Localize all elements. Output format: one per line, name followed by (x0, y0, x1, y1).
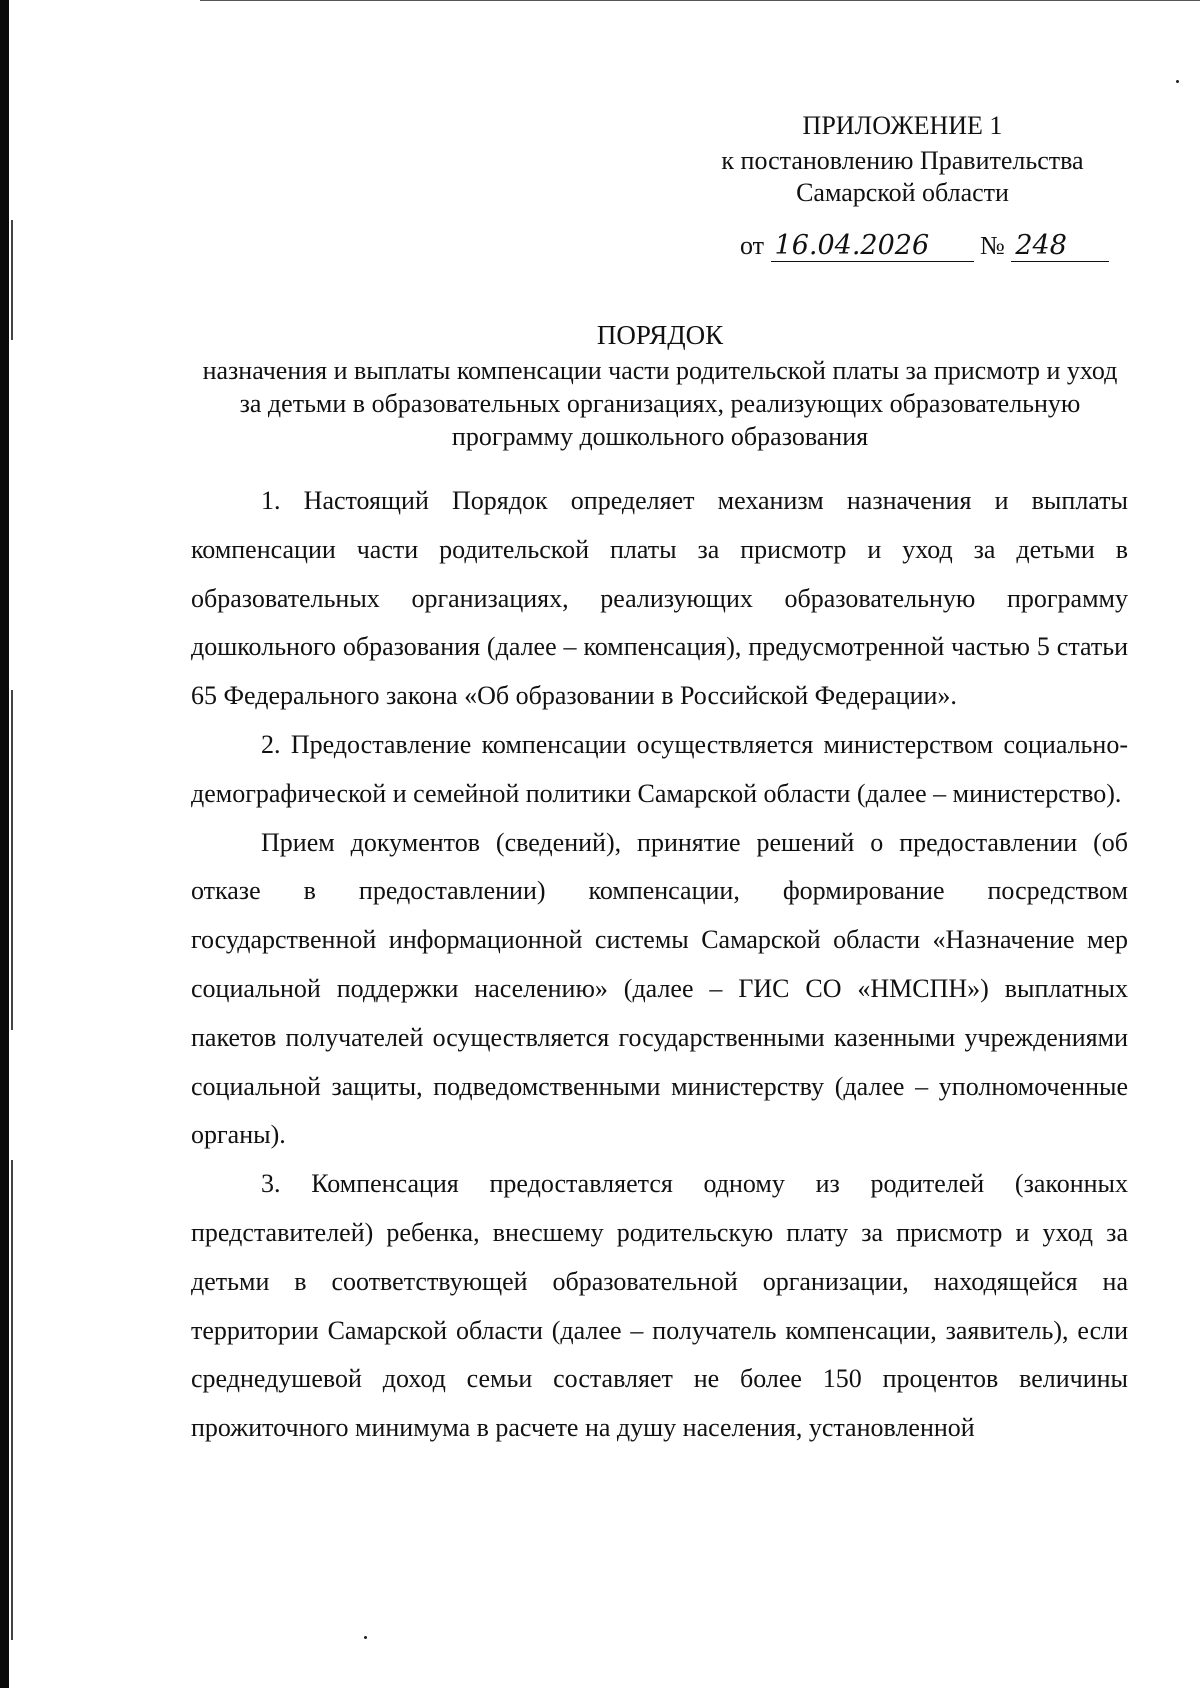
date-number-line (740, 228, 1180, 264)
number-sign: № (980, 231, 1005, 260)
scan-top-rule (200, 0, 1200, 1)
paragraph-1: 1. Настоящий Порядок определяет механизм назначения и выплаты компенсации части родительской платы за присмотр и уход за детьми в образовательных организациях, реализующих образовательную программу дошкольного образования (далее – компенсация), предусмотренной частью 5 статьи 65 Федерального закона «Об образовании в Российской Федерации». (191, 486, 1128, 711)
paragraph-4: 3. Компенсация предоставляется одному из родителей (законных представителей) ребенка, внесшему родительскую плату за присмотр и уход за детьми в соответствующей образовательной организации, находящейся на территории Самарской области (далее – получатель компенсации, заявитель), если среднедушевой доход семьи составляет не более 150 процентов величины прожиточного минимума в расчете на душу населения, установленной (191, 1169, 1128, 1443)
handwritten-number: 248 (1011, 231, 1109, 262)
appendix-line-2: Самарской области (796, 178, 1009, 207)
document-subtitle: назначения и выплаты компенсации части родительской платы за присмотр и уход за детьми в образовательных организациях, реализующих образовательную программу дошкольного образования (202, 356, 1118, 451)
scan-edge-line (11, 220, 13, 340)
scan-speck (364, 1636, 367, 1639)
handwritten-date: 16.04.2026 (771, 231, 974, 262)
scan-edge-artifact (0, 0, 9, 1688)
scan-edge-line (11, 690, 13, 1030)
paragraph-2: 2. Предоставление компенсации осуществляется министерством социально-демографической и семейной политики Самарской области (далее – министерство). (191, 729, 1128, 808)
document-heading: ПОРЯДОК (596, 320, 724, 350)
document-body (191, 477, 1128, 1453)
paragraph-3: Прием документов (сведений), принятие решений о предоставлении (об отказе в предоставлении) компенсации, формирование посредством государственной информационной системы Самарской области «Назначение мер социальной поддержки населению» (далее – ГИС СО «НМСПН») выплатных пакетов получателей осуществляется государственными казенными учреждениями социальной защиты, подведомственными министерству (далее – уполномоченные органы). (191, 827, 1128, 1150)
date-prefix: от (740, 231, 765, 260)
scan-edge-line (11, 1160, 13, 1640)
scan-speck (1176, 80, 1179, 83)
appendix-line-1: к постановлению Правительства (721, 146, 1084, 175)
appendix-title: ПРИЛОЖЕНИЕ 1 (802, 111, 1003, 140)
